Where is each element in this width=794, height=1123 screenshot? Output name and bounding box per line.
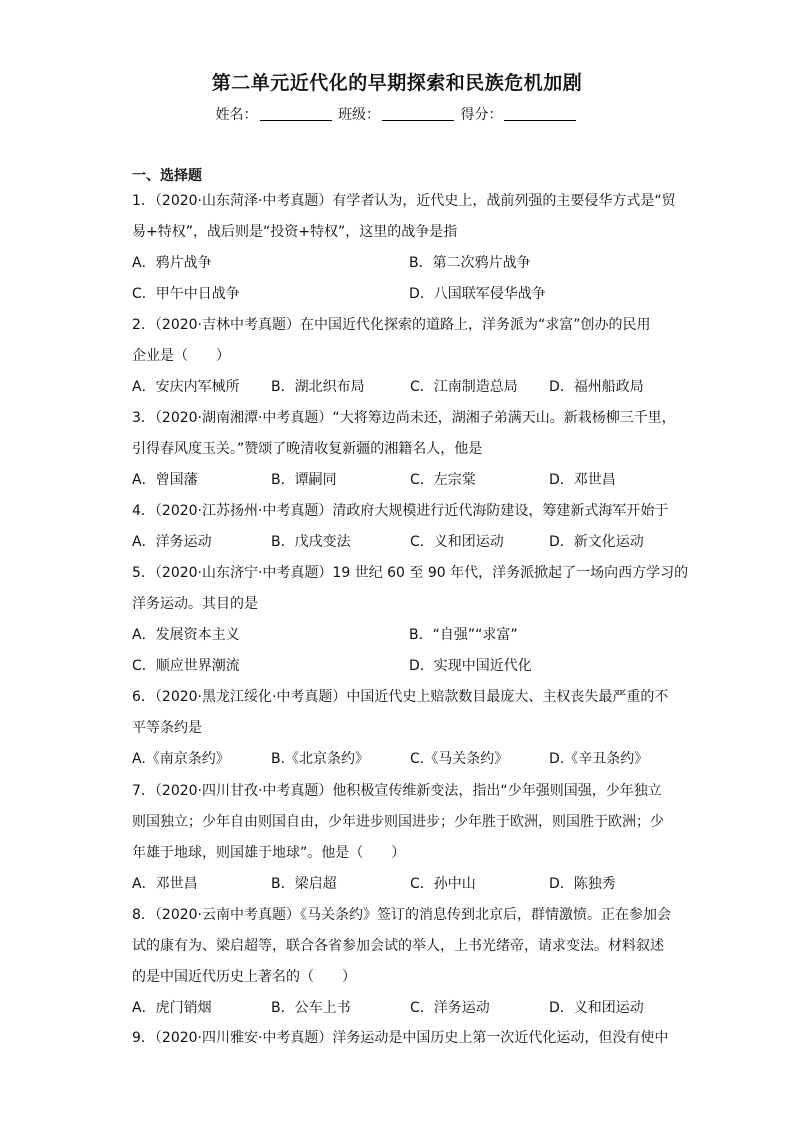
answer-option[interactable]: C．顺应世界潮流 xyxy=(132,658,240,674)
question-stem-line: 试的康有为、梁启超等，联合各省参加会试的举人，上书光绪帝，请求变法。材料叙述 xyxy=(132,938,664,954)
answer-option[interactable]: B．湖北织布局 xyxy=(271,379,365,395)
question-3 xyxy=(132,403,676,465)
question-stem-line: 3．（2020·湖南湘潭·中考真题）“大将筹边尚未还，湖湘子弟满天山。新栽杨柳三千里， xyxy=(132,410,676,426)
options-row xyxy=(132,527,672,558)
answer-option[interactable]: D．陈独秀 xyxy=(549,876,616,892)
answer-option[interactable]: D．义和团运动 xyxy=(549,1000,644,1016)
answer-option[interactable]: B．戊戌变法 xyxy=(271,534,351,550)
question-stem-line: 1．（2020·山东菏泽·中考真题）有学者认为，近代史上，战前列强的主要侵华方式是“贸 xyxy=(132,193,676,209)
answer-option[interactable]: D．福州船政局 xyxy=(549,379,644,395)
options-row xyxy=(132,993,672,1024)
answer-option[interactable]: A．虎门销烟 xyxy=(132,1000,212,1016)
question-stem-line: 8．（2020·云南中考真题）《马关条约》签订的消息传到北京后，群情激愤。正在参加会 xyxy=(132,907,671,923)
answer-option[interactable]: B．公车上书 xyxy=(271,1000,351,1016)
question-7 xyxy=(132,776,672,869)
question-stem-line: 易+特权”，战后则是“投资+特权”，这里的战争是指 xyxy=(132,224,458,240)
question-stem-line: 4．（2020·江苏扬州·中考真题）清政府大规模进行近代海防建设，筹建新式海军开始于 xyxy=(132,503,669,519)
question-stem-line: 的是中国近代历史上著名的（ ） xyxy=(132,969,356,985)
options-row xyxy=(132,744,672,775)
question-stem-line: 2．（2020·吉林中考真题）在中国近代化探索的道路上，洋务派为“求富”创办的民用 xyxy=(132,317,651,333)
answer-option[interactable]: C．甲午中日战争 xyxy=(132,286,240,302)
answer-option[interactable]: C．孙中山 xyxy=(410,876,476,892)
question-stem-line: 平等条约是 xyxy=(132,720,202,736)
answer-option[interactable]: C．义和团运动 xyxy=(410,534,504,550)
answer-option[interactable]: B．第二次鸦片战争 xyxy=(409,255,531,271)
question-2 xyxy=(132,310,672,372)
options-row xyxy=(132,372,672,403)
answer-option[interactable]: A.《南京条约》 xyxy=(132,751,230,767)
options-row xyxy=(132,279,672,310)
question-stem-line: 引得春风度玉关。”赞颂了晚清收复新疆的湘籍名人，他是 xyxy=(132,441,483,457)
question-stem-line: 7．（2020·四川甘孜·中考真题）他积极宣传维新变法，指出“少年强则国强，少年独立 xyxy=(132,783,662,799)
question-stem-line: 9．（2020·四川雅安·中考真题）洋务运动是中国历史上第一次近代化运动，但没有使中 xyxy=(132,1030,669,1046)
score-blank[interactable] xyxy=(504,119,576,121)
class-blank[interactable] xyxy=(382,119,454,121)
answer-option[interactable]: D．邓世昌 xyxy=(549,472,616,488)
question-stem-line: 则国独立；少年自由则国自由，少年进步则国进步；少年胜于欧洲，则国胜于欧洲；少 xyxy=(132,814,664,830)
page-title: 第二单元近代化的早期探索和民族危机加剧 xyxy=(211,72,583,94)
answer-option[interactable]: D．新文化运动 xyxy=(549,534,644,550)
answer-option[interactable]: A．洋务运动 xyxy=(132,534,212,550)
answer-option[interactable]: A．邓世昌 xyxy=(132,876,198,892)
options-row xyxy=(132,620,672,651)
question-4 xyxy=(132,496,672,527)
answer-option[interactable]: C．左宗棠 xyxy=(410,472,476,488)
question-8 xyxy=(132,900,672,993)
answer-option[interactable]: C．洋务运动 xyxy=(410,1000,490,1016)
options-row xyxy=(132,465,672,496)
options-row xyxy=(132,248,672,279)
answer-option[interactable]: D．实现中国近代化 xyxy=(409,658,532,674)
options-row xyxy=(132,651,672,682)
section-heading: 一、选择题 xyxy=(132,168,202,184)
name-label: 姓名： xyxy=(215,107,258,123)
name-blank[interactable] xyxy=(260,119,332,121)
answer-option[interactable]: B．谭嗣同 xyxy=(271,472,337,488)
answer-option[interactable]: A．鸦片战争 xyxy=(132,255,212,271)
question-5 xyxy=(132,558,689,620)
question-9 xyxy=(132,1023,672,1054)
class-label: 班级： xyxy=(338,107,380,123)
answer-option[interactable]: D．八国联军侵华战争 xyxy=(409,286,546,302)
answer-option[interactable]: A．安庆内军械所 xyxy=(132,379,240,395)
student-info xyxy=(0,104,794,124)
answer-option[interactable]: A．曾国藩 xyxy=(132,472,198,488)
score-label: 得分： xyxy=(460,107,503,123)
question-1 xyxy=(132,186,676,248)
answer-option[interactable]: B．梁启超 xyxy=(271,876,337,892)
answer-option[interactable]: D.《辛丑条约》 xyxy=(549,751,649,767)
answer-option[interactable]: B.《北京条约》 xyxy=(271,751,370,767)
answer-option[interactable]: C．江南制造总局 xyxy=(410,379,518,395)
answer-option[interactable]: C.《马关条约》 xyxy=(410,751,509,767)
question-stem-line: 5．（2020·山东济宁·中考真题）19 世纪 60 至 90 年代，洋务派掀起了一场向西方学习的 xyxy=(132,565,689,581)
question-6 xyxy=(132,682,672,744)
question-stem-line: 6．（2020·黑龙江绥化·中考真题）中国近代史上赔款数目最庞大、主权丧失最严重的不 xyxy=(132,689,669,705)
question-stem-line: 年雄于地球，则国雄于地球”。他是（ ） xyxy=(132,845,406,861)
question-stem-line: 企业是（ ） xyxy=(132,348,230,364)
answer-option[interactable]: A．发展资本主义 xyxy=(132,627,240,643)
answer-option[interactable]: B．“自强”“求富” xyxy=(409,627,518,643)
question-stem-line: 洋务运动。其目的是 xyxy=(132,596,258,612)
options-row xyxy=(132,869,672,900)
